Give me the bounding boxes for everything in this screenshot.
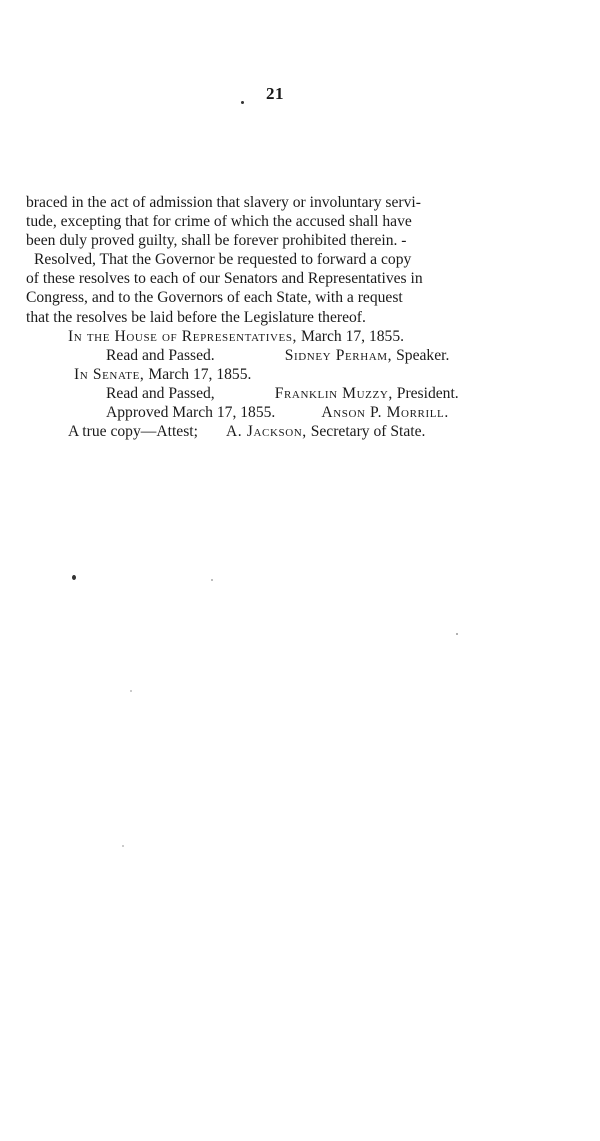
- text-line: been duly proved guilty, shall be forever prohibited therein. -: [26, 232, 407, 250]
- senate-line: [26, 365, 542, 384]
- text-line: of these resolves to each of our Senators and Representatives in: [26, 270, 423, 288]
- ink-speck: [72, 575, 76, 580]
- house-signer: Sidney Perham,: [284, 346, 393, 364]
- senate-chamber: In Senate,: [74, 365, 145, 383]
- house-line: [26, 327, 542, 346]
- attest-label: A true copy—Attest;: [68, 423, 198, 441]
- house-title: Speaker.: [396, 346, 450, 364]
- senate-signer: Franklin Muzzy,: [274, 384, 393, 402]
- house-signature-line: [26, 346, 542, 365]
- ink-speck: [211, 579, 213, 581]
- house-date: March 17, 1855.: [300, 327, 405, 345]
- ink-speck: [456, 633, 458, 635]
- approval-signer: Anson P. Morrill.: [321, 404, 449, 422]
- resolution-text: [26, 193, 542, 441]
- senate-date: March 17, 1855.: [148, 365, 252, 383]
- ink-speck: [241, 101, 244, 104]
- text-line: braced in the act of admission that slavery or involuntary servi-: [26, 194, 421, 211]
- ink-speck: [122, 845, 124, 847]
- text-line: tude, excepting that for crime of which the accused shall have: [26, 213, 412, 231]
- attest-title: Secretary of State.: [310, 423, 426, 441]
- house-action: Read and Passed.: [106, 346, 215, 364]
- senate-signature-line: [26, 384, 542, 403]
- page-number: 21: [266, 84, 284, 103]
- attest-signer: A. Jackson,: [225, 423, 307, 441]
- text-line: that the resolves be laid before the Legislature thereof.: [26, 308, 366, 326]
- senate-action: Read and Passed,: [106, 384, 215, 402]
- text-line: Congress, and to the Governors of each State, with a request: [26, 289, 403, 307]
- senate-title: President.: [396, 384, 459, 402]
- house-chamber: In the House of Representatives,: [68, 327, 298, 345]
- text-line: Resolved, That the Governor be requested to forward a copy: [34, 251, 412, 269]
- approval-line: [26, 403, 542, 422]
- attest-line: [26, 422, 542, 441]
- approval-text: Approved March 17, 1855.: [106, 404, 276, 422]
- ink-speck: [130, 690, 132, 692]
